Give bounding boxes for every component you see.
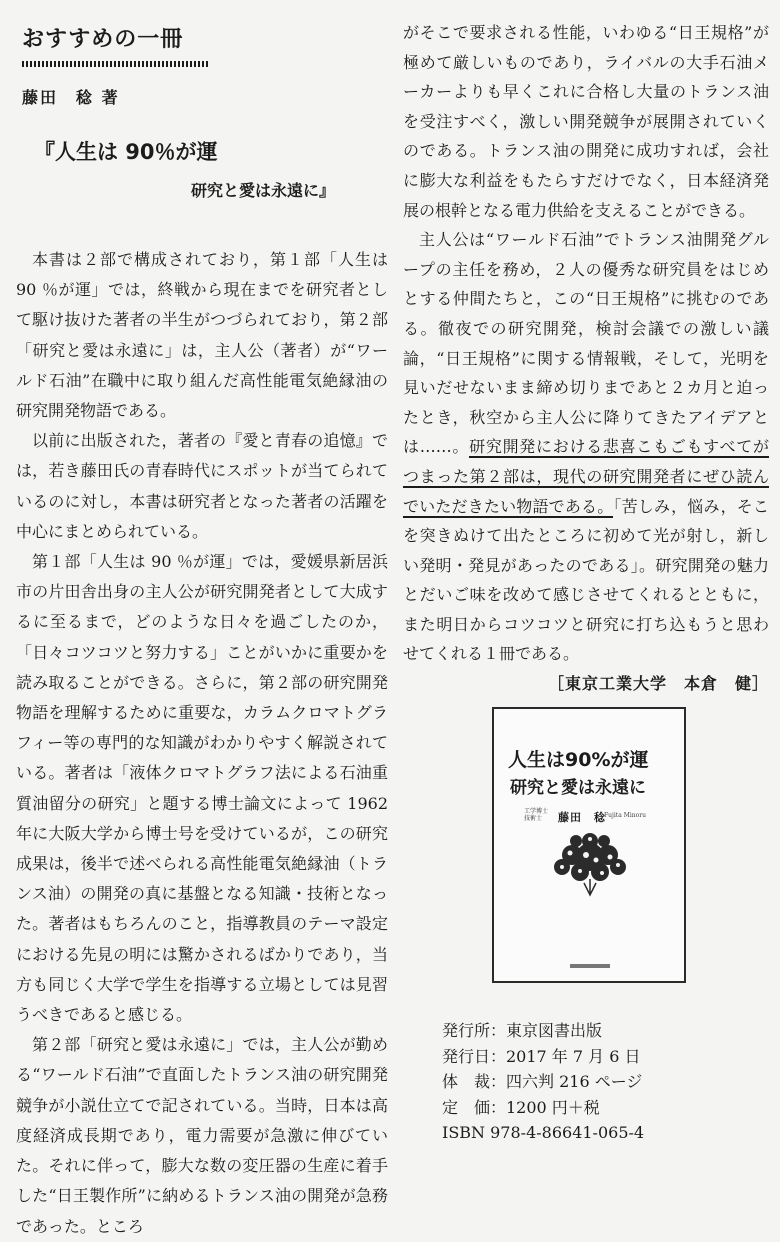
publication-info [442,1018,644,1146]
review-text: 主人公は“ワールド石油”でトランス油開発グループの主任を務め，２人の優秀な研究員をはじめとする仲間たちと，この“日王規格”に挑むのである。徹夜での研究開発，検討会議での激しい議論，“日王規格”に関する情報戦，そして，光明を見いだせないまま締め切りまであと２カ月と迫ったとき，秋空から主人公に降りてきたアイデアとは……。 [403,230,769,457]
review-body-right [403,18,769,694]
book-cover-image [492,707,686,983]
review-paragraph-final [403,225,769,694]
review-body-left [16,245,388,1242]
book-title-sub: 研究と愛は永遠に』 [191,181,336,200]
reviewer-signature: ［東京工業大学 本倉 健］ [547,674,769,694]
book-isbn: ISBN 978-4-86641-065-4 [442,1123,645,1143]
review-paragraph: 第２部「研究と愛は永遠に」では，主人公が勤める“ワールド石油”で直面したトランス油の研究開発競争が小説仕立てで記されている。当時，日本は高度経済成長期であり，電力需要が急激に伸びていた。それに伴って，膨大な数の変圧器の生産に着手した“日王製作所”に納めるトランス油の開発が急務であった。ところ [16,1035,388,1236]
section-title-rule [22,61,210,67]
publication-date: 発行日：2017 年 7 月 6 日 [442,1046,641,1066]
flower-illustration-icon [540,827,640,897]
cover-author-roman: Fujita Minoru [604,812,646,819]
underlined-recommendation: 研究開発における悲喜こもごもすべてがつまった第２部は，現代の研究開発者にぜひ読んでいただきたい物語である。 [403,437,769,516]
cover-publisher-mark [570,964,610,968]
cover-title-line1: 人生は90%が運 [508,749,649,771]
cover-author: 藤田 稔 [558,811,606,824]
section-title: おすすめの一冊 [22,27,184,52]
review-paragraph: 本書は２部で構成されており，第１部「人生は 90 ％が運」では，終戦から現在までを研究者として駆け抜けた著者の半生がつづられており，第２部「研究と愛は永遠に」は，主人公（著者）が“ワールド石油”在職中に取り組んだ高性能電気絶縁油の研究開発物語である。 [16,250,388,421]
left-column [16,18,388,1242]
book-title-main: 『人生は 90％が運 [34,140,218,164]
review-paragraph: がそこで要求される性能，いわゆる“日王規格”が極めて厳しいものであり，ライバルの大手石油メーカーよりも早くこれに合格し大量のトランス油を受注すべく，激しい開発競争が展開されていくのである。トランス油の開発に成功すれば，会社に膨大な利益をもたらすだけでなく，日本経済発展の根幹となる電力供給を支えることができる。 [403,23,769,220]
review-paragraph: 第１部「人生は 90 ％が運」では，愛媛県新居浜市の片田舎出身の主人公が研究開発者として大成するに至るまで，どのような日々を過ごしたのか，「日々コツコツと努力する」ことがいかに重要かを読み取ることができる。さらに，第２部の研究開発物語を理解するために重要な，カラムクロマトグラフィー等の専門的な知識がわかりやすく解説されている。著者は「液体クロマトグラフ法による石油重質油留分の研究」と題する博士論文によって 1962 年に大阪大学から博士号を受けているが，この研究成果は，後半で述べられる高性能電気絶縁油（トランス油）の開発の真に基盤となる知識・技術となった。著者はもちろんのこと，指導教員のテーマ設定における先見の明には驚かされるばかりであり，当方も同じく大学で学生を指導する立場としては見習うべきであると感じる。 [16,552,388,1025]
publisher: 発行所：東京図書出版 [442,1021,603,1040]
book-format: 体 裁：四六判 216 ページ [442,1072,643,1092]
right-column [403,18,769,699]
book-price: 定 価：1200 円＋税 [442,1097,600,1117]
review-text: 「苦しみ，悩み，そこを突きぬけて出たところに初めて光が射し，新しい発明・発見があったのである」。研究開発の魅力とだいご味を改めて感じさせてくれるとともに，また明日からコツコツと研究に打ち込もうと思わせてくれる１冊である。 [403,496,769,664]
cover-degrees: 工学博士 技術士 [524,808,549,822]
review-paragraph: 以前に出版された，著者の『愛と青春の追憶』では，若き藤田氏の青春時代にスポットが当てられているのに対し，本書は研究者となった著者の活躍を中心にまとめられている。 [16,431,388,541]
author-line: 藤田 稔 著 [22,88,120,107]
cover-title-line2: 研究と愛は永遠に [510,778,646,798]
